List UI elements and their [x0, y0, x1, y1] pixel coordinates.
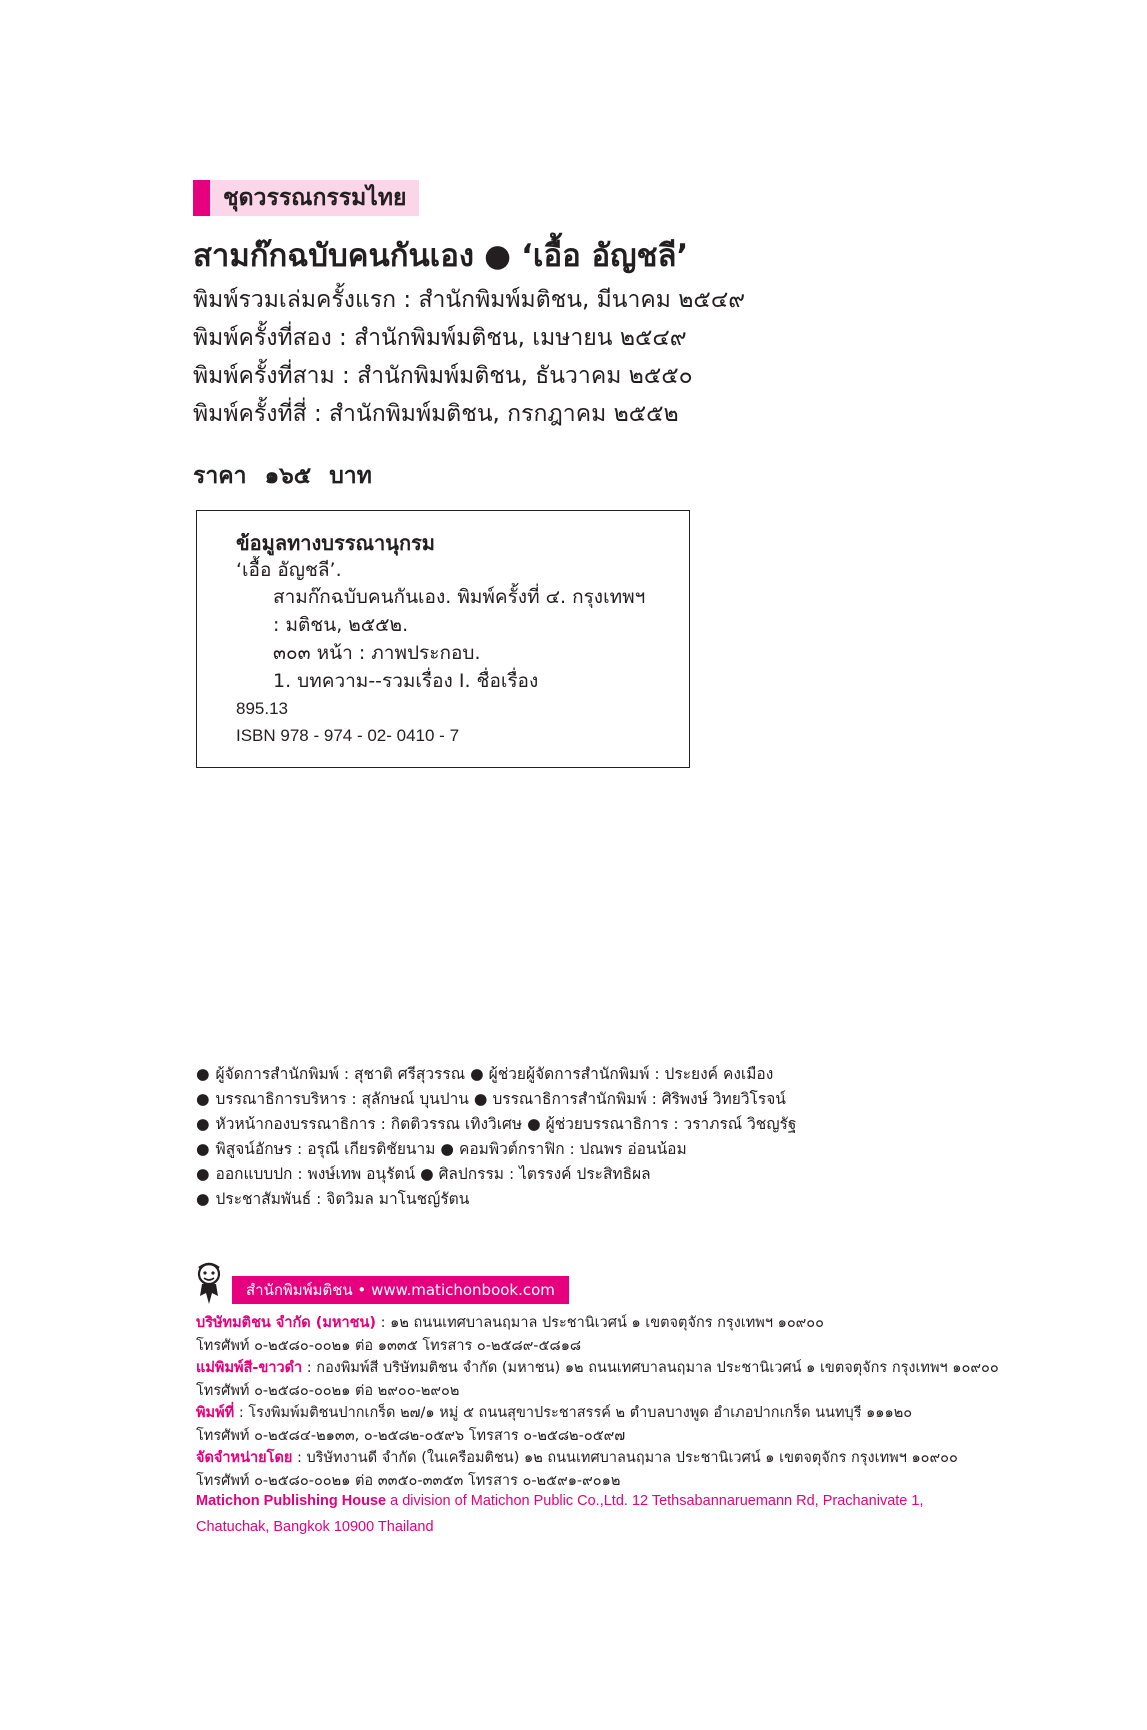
- publisher-website: www.matichonbook.com: [371, 1281, 555, 1299]
- catalog-line: 1. บทความ--รวมเรื่อง I. ชื่อเรื่อง: [273, 670, 539, 692]
- series-tag-bar: [193, 180, 210, 216]
- bullet: ●: [196, 1065, 210, 1083]
- staff-entry: พิสูจน์อักษร : อรุณี เกียรติชัยนาม: [215, 1140, 436, 1158]
- staff-row: [196, 1112, 796, 1137]
- bullet: ●: [470, 1065, 484, 1083]
- english-address-line2: Chatuchak, Bangkok 10900 Thailand: [196, 1519, 434, 1535]
- bw-line: [196, 1357, 999, 1380]
- book-title: [193, 236, 688, 276]
- staff-row: [196, 1087, 796, 1112]
- distributor-line: [196, 1447, 999, 1470]
- bw-phone: โทรศัพท์ ๐-๒๕๘๐-๐๐๒๑ ต่อ ๒๙๐๐-๒๙๐๒: [196, 1382, 460, 1399]
- staff-entry: หัวหน้ากองบรรณาธิการ : กิตติวรรณ เทิงวิเศษ: [215, 1115, 523, 1133]
- bullet: ●: [196, 1140, 210, 1158]
- bullet: ●: [527, 1115, 541, 1133]
- staff-entry: บรรณาธิการบริหาร : สุลักษณ์ บุนปาน: [215, 1090, 469, 1108]
- series-tag: [193, 180, 419, 216]
- catalog-line: : มติชน, ๒๕๕๒.: [273, 614, 409, 636]
- staff-row: [196, 1137, 796, 1162]
- publisher-banner: [232, 1276, 569, 1304]
- bullet: ●: [440, 1140, 454, 1158]
- title-separator: ●: [484, 238, 512, 274]
- english-publisher-info: [196, 1488, 924, 1540]
- staff-list: [196, 1062, 796, 1212]
- catalog-line: ๓๐๓ หน้า : ภาพประกอบ.: [273, 642, 481, 664]
- edition-line: พิมพ์ครั้งที่สาม : สำนักพิมพ์มติชน, ธันวาคม ๒๕๕๐: [193, 363, 693, 389]
- bullet: ●: [420, 1165, 434, 1183]
- catalog-box: [196, 510, 690, 768]
- edition-line: พิมพ์รวมเล่มครั้งแรก : สำนักพิมพ์มติชน, มีนาคม ๒๕๔๙: [193, 287, 746, 313]
- bw-label: แม่พิมพ์สี-ขาวดำ: [196, 1360, 303, 1376]
- staff-entry: บรรณาธิการสำนักพิมพ์ : ศิริพงษ์ วิทยวิโรจน์: [492, 1090, 786, 1108]
- catalog-classification: 895.13: [236, 699, 288, 718]
- edition-line: พิมพ์ครั้งที่สี่ : สำนักพิมพ์มติชน, กรกฎาคม ๒๕๕๒: [193, 401, 679, 427]
- english-address: a division of Matichon Public Co.,Ltd. 12 Tethsabannaruemann Rd, Prachanivate 1,: [386, 1493, 924, 1509]
- bullet: ●: [196, 1090, 210, 1108]
- series-label: ชุดวรรณกรรมไทย: [210, 180, 419, 216]
- printer-line: [196, 1402, 999, 1425]
- price: [193, 458, 390, 494]
- staff-entry: ผู้จัดการสำนักพิมพ์ : สุชาติ ศรีสุวรรณ: [215, 1065, 466, 1083]
- price-amount: ๑๖๕: [264, 463, 312, 489]
- bullet: ●: [473, 1090, 488, 1108]
- price-unit: บาท: [329, 463, 372, 489]
- company-line: [196, 1312, 999, 1335]
- mascot-logo-icon: [194, 1262, 224, 1306]
- catalog-author: ‘เอื้อ อัญชลี’.: [236, 559, 342, 581]
- english-line: [196, 1488, 924, 1514]
- bullet: ●: [196, 1115, 210, 1133]
- publisher-info: [196, 1312, 999, 1492]
- bw-address: : กองพิมพ์สี บริษัทมติชน จำกัด (มหาชน) ๑๒ ถนนเทศบาลนฤมาล ประชานิเวศน์ ๑ เขตจตุจักร กรุงเทพฯ ๑๐๙๐๐: [302, 1360, 999, 1376]
- bullet: ●: [196, 1190, 210, 1208]
- book-author: ‘เอื้อ อัญชลี’: [521, 238, 689, 274]
- staff-entry: ประชาสัมพันธ์ : จิตวิมล มาโนชญ์รัตน: [215, 1190, 470, 1208]
- bullet: ●: [196, 1165, 210, 1183]
- price-label: ราคา: [193, 463, 247, 489]
- edition-line: พิมพ์ครั้งที่สอง : สำนักพิมพ์มติชน, เมษายน ๒๕๔๙: [193, 325, 687, 351]
- printer-label: พิมพ์ที่: [196, 1405, 235, 1421]
- catalog-heading: ข้อมูลทางบรรณานุกรม: [236, 531, 435, 555]
- catalog-isbn: ISBN 978 - 974 - 02- 0410 - 7: [236, 726, 460, 745]
- banner-separator: •: [357, 1281, 367, 1299]
- catalog-line: สามก๊กฉบับคนกันเอง. พิมพ์ครั้งที่ ๔. กรุงเทพฯ: [273, 586, 646, 608]
- book-name: สามก๊กฉบับคนกันเอง: [193, 238, 475, 274]
- banner-publisher-name: สำนักพิมพ์มติชน: [246, 1281, 353, 1299]
- distributor-address: : บริษัทงานดี จำกัด (ในเครือมติชน) ๑๒ ถนนเทศบาลนฤมาล ประชานิเวศน์ ๑ เขตจตุจักร กรุงเทพฯ ๑๐๙๐๐: [292, 1450, 958, 1466]
- english-publisher-name: Matichon Publishing House: [196, 1493, 387, 1509]
- distributor-phone: โทรศัพท์ ๐-๒๕๘๐-๐๐๒๑ ต่อ ๓๓๕๐-๓๓๕๓ โทรสาร ๐-๒๕๙๑-๙๐๑๒: [196, 1472, 621, 1489]
- company-address: : ๑๒ ถนนเทศบาลนฤมาล ประชานิเวศน์ ๑ เขตจตุจักร กรุงเทพฯ ๑๐๙๐๐: [376, 1315, 824, 1331]
- distributor-label: จัดจำหน่ายโดย: [196, 1450, 293, 1466]
- staff-row: [196, 1062, 796, 1087]
- staff-entry: ผู้ช่วยผู้จัดการสำนักพิมพ์ : ประยงค์ คงเมือง: [488, 1065, 774, 1083]
- staff-row: [196, 1187, 796, 1212]
- staff-row: [196, 1162, 796, 1187]
- staff-entry: คอมพิวต์กราฟิก : ปณพร อ่อนน้อม: [458, 1140, 687, 1158]
- company-label: บริษัทมติชน จำกัด (มหาชน): [196, 1315, 377, 1331]
- printer-address: : โรงพิมพ์มติชนปากเกร็ด ๒๗/๑ หมู่ ๕ ถนนสุขาประชาสรรค์ ๒ ตำบลบางพูด อำเภอปากเกร็ด นนทบุรี ๑๑๑๒๐: [234, 1405, 913, 1421]
- staff-entry: ศิลปกรรม : ไตรรงค์ ประสิทธิผล: [438, 1165, 651, 1183]
- company-phone: โทรศัพท์ ๐-๒๕๘๐-๐๐๒๑ ต่อ ๑๓๓๕ โทรสาร ๐-๒๕๘๙-๕๘๑๘: [196, 1337, 582, 1354]
- printer-phone: โทรศัพท์ ๐-๒๕๘๔-๒๑๓๓, ๐-๒๕๘๒-๐๕๙๖ โทรสาร ๐-๒๕๘๒-๐๕๙๗: [196, 1427, 626, 1444]
- staff-entry: ออกแบบปก : พงษ์เทพ อนุรัตน์: [215, 1165, 416, 1183]
- staff-entry: ผู้ช่วยบรรณาธิการ : วราภรณ์ วิชญรัฐ: [545, 1115, 797, 1133]
